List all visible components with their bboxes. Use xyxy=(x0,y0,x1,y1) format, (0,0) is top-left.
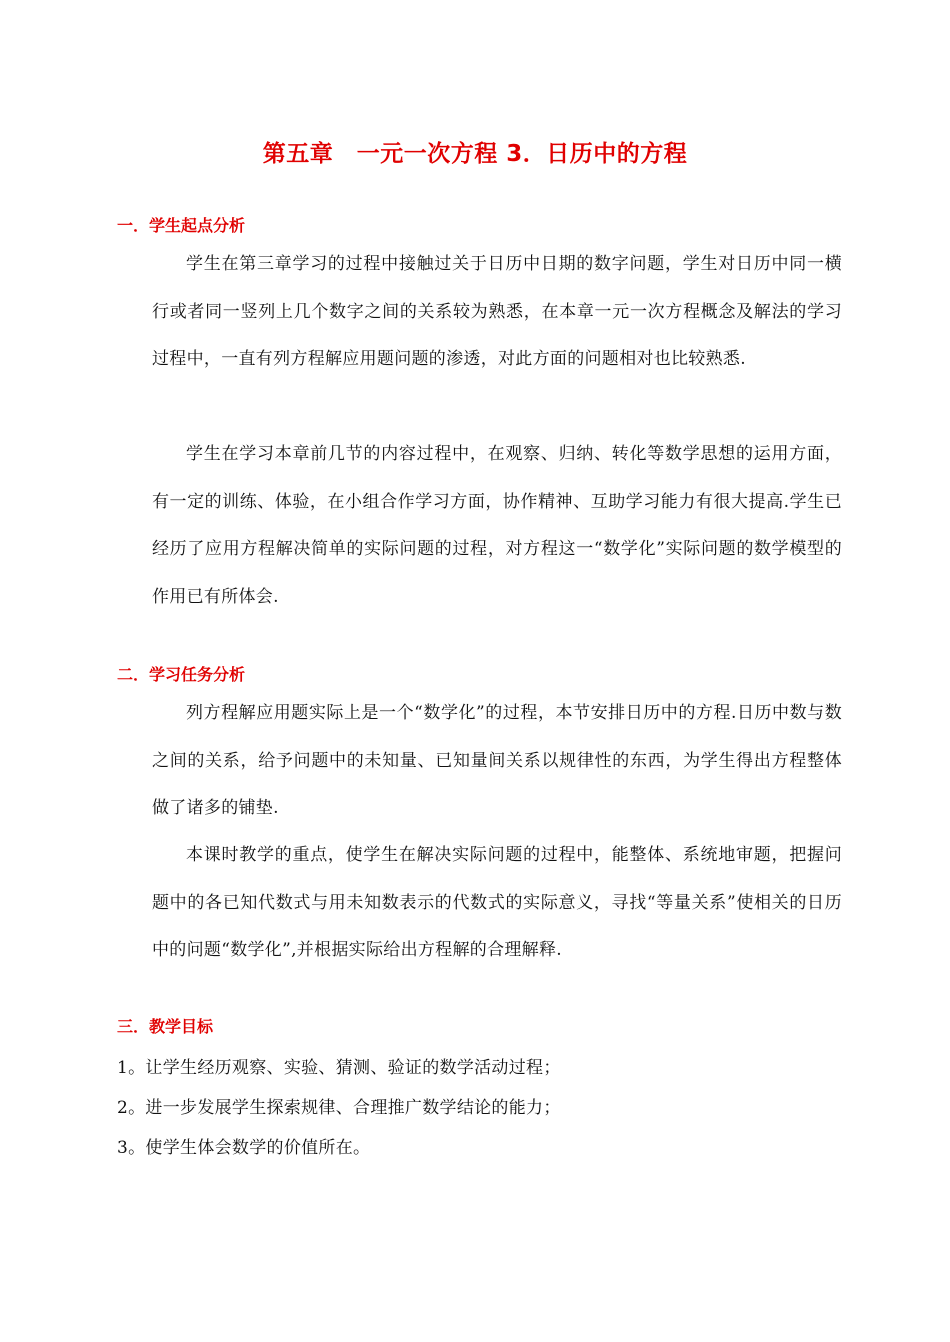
section-heading-teaching-goals: 三．教学目标 xyxy=(117,1017,214,1036)
paragraph-task-analysis-2: 本课时教学的重点，使学生在解决实际问题的过程中，能整体、系统地审题，把握问题中的各已知代数式与用未知数表示的代数式的实际意义，寻找“等量关系”使相关的日历中的问题“数学化”,并根据实际给出方程解的合理解释. xyxy=(152,845,842,960)
document-title: 第五章 一元一次方程 3．日历中的方程 xyxy=(262,141,688,168)
teaching-goals-list xyxy=(117,1048,561,1168)
paragraph-student-analysis-1: 学生在第三章学习的过程中接触过关于日历中日期的数字问题，学生对日历中同一横行或者同一竖列上几个数字之间的关系较为熟悉，在本章一元一次方程概念及解法的学习过程中，一直有列方程解应用题问题的渗透，对此方面的问题相对也比较熟悉. xyxy=(152,254,842,369)
paragraph-student-analysis-2: 学生在学习本章前几节的内容过程中，在观察、归纳、转化等数学思想的运用方面，有一定的训练、体验，在小组合作学习方面，协作精神、互助学习能力有很大提高.学生已经历了应用方程解决简单的实际问题的过程，对方程这一“数学化”实际问题的数学模型的作用已有所体会. xyxy=(152,444,842,607)
paragraph-task-analysis-1: 列方程解应用题实际上是一个“数学化”的过程，本节安排日历中的方程.日历中数与数之间的关系，给予问题中的未知量、已知量间关系以规律性的东西，为学生得出方程整体做了诸多的铺垫. xyxy=(152,703,842,818)
section-heading-task-analysis: 二．学习任务分析 xyxy=(117,665,246,684)
list-item: 2。进一步发展学生探索规律、合理推广数学结论的能力； xyxy=(117,1098,561,1118)
list-item: 3。使学生体会数学的价值所在。 xyxy=(117,1138,371,1158)
section-heading-student-analysis: 一．学生起点分析 xyxy=(117,216,246,235)
list-item: 1。让学生经历观察、实验、猜测、验证的数学活动过程； xyxy=(117,1058,561,1078)
